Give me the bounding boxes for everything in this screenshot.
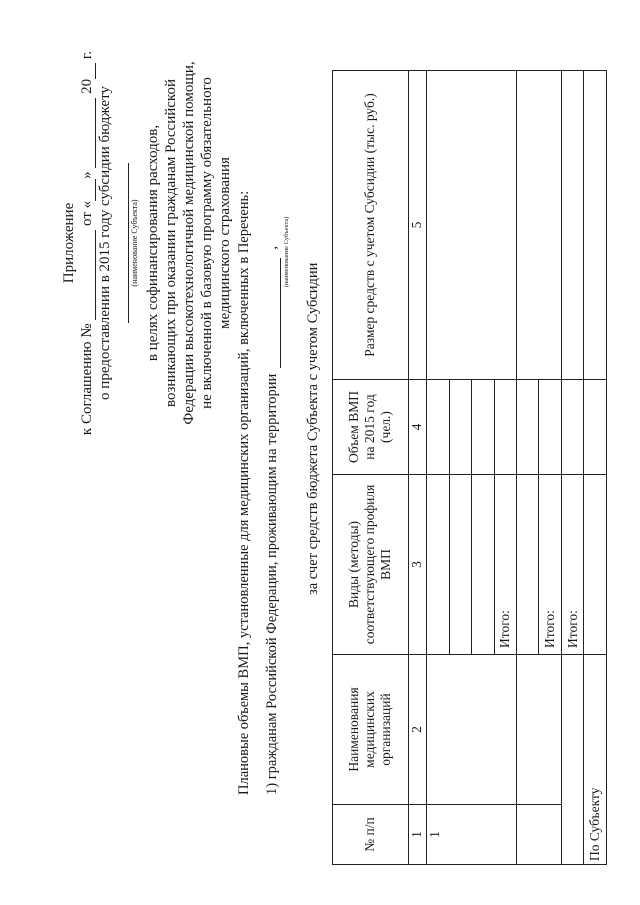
appendix-block (60, 13, 234, 473)
header-organizations: Наименования медицинских организаций (333, 655, 409, 805)
header-volume: Объем ВМП на 2015 год (чел.) (333, 380, 409, 475)
purpose-line-3: Федерации высокотехнологичной медицинской помощи, (181, 61, 197, 425)
agreement-day-blank (81, 179, 96, 201)
purpose-line-5: медицинского страхования (217, 157, 233, 329)
subsidy-line: о предоставлении в 2015 году субсидии бюджету (97, 86, 113, 400)
purpose-line-4: не включенной в базовую программу обязательного (199, 77, 215, 409)
subtotal-label: Итого: (539, 475, 561, 655)
table-header-row (333, 71, 409, 865)
total-row (584, 71, 607, 865)
page-heading: Плановые объемы ВМП, установленные для медицинских организаций, включенных в Перечень: (236, 190, 252, 795)
table-row (427, 71, 449, 865)
purpose-line-1: в целях софинансирования расходов, (145, 124, 161, 362)
agreement-year-blank (81, 63, 96, 79)
agreement-number-blank (81, 230, 96, 320)
vmp-volumes-table (332, 70, 607, 865)
agreement-line: к Соглашению № от «» 20 г. (79, 50, 95, 436)
agreement-year: 20 (79, 78, 95, 94)
territory-subject-hint: (наименование Субъекта) (283, 216, 290, 288)
subtotal-row (561, 71, 583, 865)
subject-name-hint: (наименование Субъекта) (128, 163, 140, 323)
agreement-month-blank (81, 98, 96, 168)
section-1-line: 1) гражданам Российской Федерации, проживающим на территории, (264, 246, 280, 795)
appendix-title: Приложение (61, 202, 77, 284)
organization-cell (427, 655, 517, 805)
total-row-label: По Субъекту (584, 655, 607, 865)
header-funds: Размер средств с учетом Субсидии (тыс. руб.) (333, 71, 409, 380)
header-methods: Виды (методы) соответствующего профиля ВМП (333, 475, 409, 655)
territory-blank (268, 258, 281, 368)
header-number: № п/п (333, 805, 409, 865)
column-number-row: 1 2 3 4 5 (408, 71, 426, 865)
funding-line: за счет средств бюджета Субъекта с учетом Субсидии (305, 262, 321, 595)
subtotal-label: Итого: (561, 475, 583, 655)
table-row (516, 71, 538, 865)
subtotal-label: Итого: (494, 475, 516, 655)
purpose-line-2: возникающих при оказании гражданам Российской (163, 79, 179, 407)
funds-cell (427, 71, 517, 380)
row-number: 1 (427, 805, 517, 865)
